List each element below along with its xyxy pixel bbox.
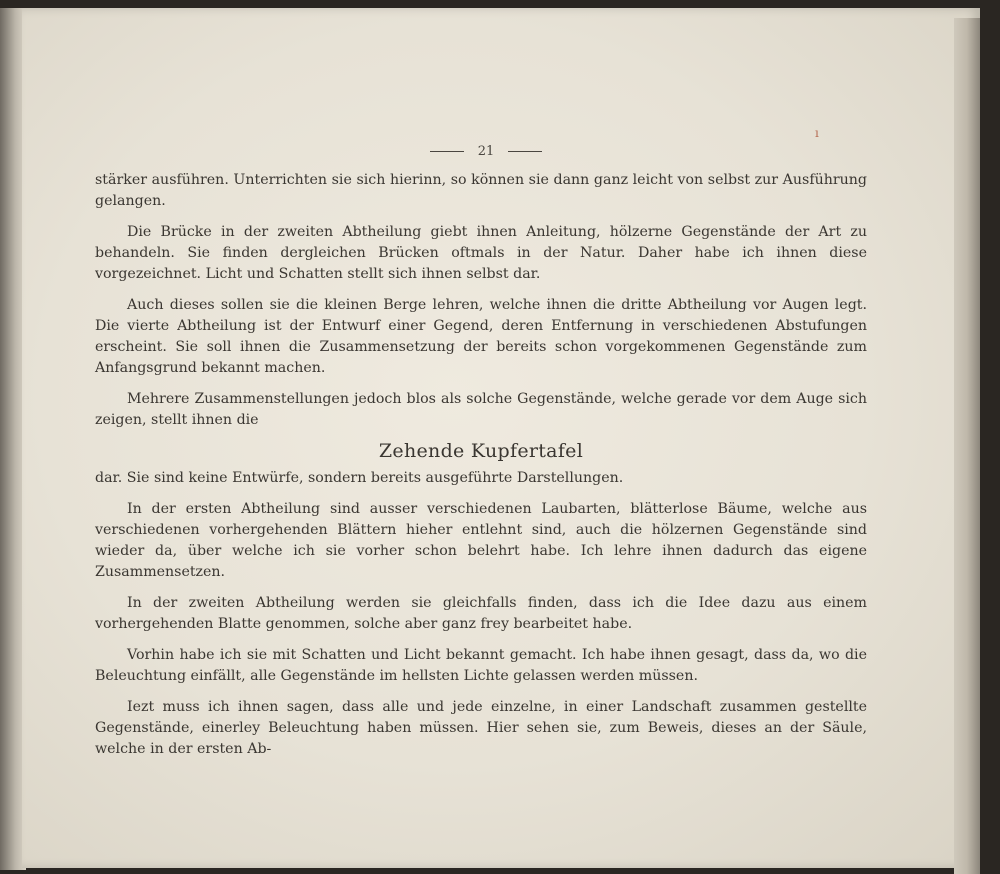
page-number: 21 xyxy=(477,143,495,159)
paragraph: Auch dieses sollen sie die kleinen Berge lehren, welche ihnen die dritte Abtheilung vor Augen legt. Die vierte Abtheilung ist der Entwurf einer Gegend, deren Entfernung in verschiedenen Abstufungen erscheint. Sie soll ihnen die Zusammensetzung der bereits schon vorgekommenen Gegenstände zum Anfangsgrund bekannt machen. xyxy=(95,297,867,376)
header-rule-right xyxy=(508,151,542,152)
paragraph: Iezt muss ich ihnen sagen, dass alle und jede einzelne, in einer Landschaft zusammen gestellte Gegenstände, einerley Beleuchtung haben müssen. Hier sehen sie, zum Beweis, dieses an der Säule, welche in der ersten Ab- xyxy=(95,699,867,757)
paragraph: Mehrere Zusammenstellungen jedoch blos als solche Gegenstände, welche gerade vor dem Auge sich zeigen, stellt ihnen die xyxy=(95,391,867,428)
paragraph: In der ersten Abtheilung sind ausser verschiedenen Laubarten, blätterlose Bäume, welche aus verschiedenen vorhergehenden Blättern hieher entlehnt sind, auch die hölzernen Gegenstände sind wieder da, über welche ich sie vorher schon belehrt habe. Ich lehre ihnen dadurch das eigene Zusammensetzen. xyxy=(95,501,867,580)
paragraph: In der zweiten Abtheilung werden sie gleichfalls finden, dass ich die Idee dazu aus einem vorhergehenden Blatte genommen, solche aber ganz frey bearbeitet habe. xyxy=(95,595,867,632)
paragraph: Die Brücke in der zweiten Abtheilung giebt ihnen Anleitung, hölzerne Gegenstände der Art zu behandeln. Sie finden dergleichen Brücken oftmals in der Natur. Daher habe ich ihnen diese vorgezeichnet. Licht und Schatten stellt sich ihnen selbst dar. xyxy=(95,224,867,282)
right-page-edge xyxy=(954,18,980,874)
paragraph: dar. Sie sind keine Entwürfe, sondern bereits ausgeführte Darstellungen. xyxy=(95,470,624,486)
header-rule-left xyxy=(430,151,464,152)
paragraph: stärker ausführen. Unterrichten sie sich hierinn, so können sie dann ganz leicht von selbst zur Ausführung gelangen. xyxy=(95,172,867,209)
page-header xyxy=(430,141,542,161)
paragraph: Vorhin habe ich sie mit Schatten und Licht bekannt gemacht. Ich habe ihnen gesagt, dass da, wo die Beleuchtung einfällt, alle Gegenstände im hellsten Lichte gelassen werden müssen. xyxy=(95,647,867,684)
section-title: Zehende Kupfertafel xyxy=(378,440,584,462)
ink-mark-icon: ı xyxy=(815,126,819,140)
page-body xyxy=(95,170,867,770)
